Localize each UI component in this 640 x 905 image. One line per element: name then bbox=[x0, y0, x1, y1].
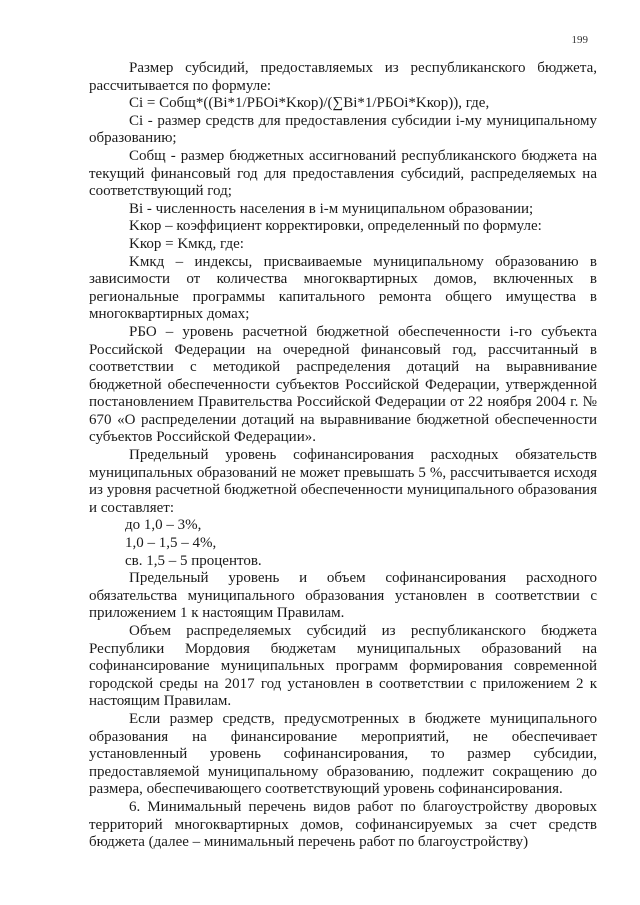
paragraph-cofinancing-limit: Предельный уровень софинансирования расходных обязательств муниципальных образований не может превышать 5 %, рассчитывается исходя из уровня расчетной бюджетной обеспеченности муниципального образования и составляет: bbox=[89, 447, 597, 516]
document-body bbox=[89, 60, 597, 852]
paragraph-kkor-definition: Kкор – коэффициент корректировки, определенный по формуле: bbox=[129, 218, 542, 235]
paragraph-rbo-definition: РБО – уровень расчетной бюджетной обеспеченности i-го субъекта Российской Федерации на очередной финансовый год, рассчитанный в соответствии с методикой распределения дотаций на выравнивание бюджетной обеспеченности субъектов Российской Федерации, утвержденной постановлением Правительства Российской Федерации от 22 ноября 2004 г. № 670 «О распределении дотаций на выравнивание бюджетной обеспеченности субъектов Российской Федерации». bbox=[89, 323, 597, 446]
paragraph-cobsh-definition: Cобщ - размер бюджетных ассигнований республиканского бюджета на текущий финансовый год для предоставления субсидий, распределяемых на соответствующий год; bbox=[89, 147, 597, 200]
paragraph-volume-appendix-2: Объем распределяемых субсидий из республиканского бюджета Республики Мордовия бюджетам муниципальных образований на софинансирование муниципальных программ формирования современной городской среды на 2017 год установлен в соответствии с приложением 2 к настоящим Правилам. bbox=[89, 623, 597, 710]
list-item-level-3: св. 1,5 – 5 процентов. bbox=[125, 552, 262, 569]
paragraph-section-6: 6. Минимальный перечень видов работ по благоустройству дворовых территорий многоквартирных домов, софинансируемых за счет средств бюджета (далее – минимальный перечень работ по благоустройству) bbox=[89, 798, 597, 851]
paragraph-subsidy-intro: Размер субсидий, предоставляемых из республиканского бюджета, рассчитывается по формуле: bbox=[89, 60, 597, 94]
paragraph-ci-definition: Ci - размер средств для предоставления субсидии i-му муниципальному образованию; bbox=[89, 112, 597, 147]
paragraph-bi-definition: Bi - численность населения в i-м муниципальном образовании; bbox=[129, 200, 534, 217]
paragraph-limit-appendix-1: Предельный уровень и объем софинансирования расходного обязательства муниципального образования установлен в соответствии с приложением 1 к настоящим Правилам. bbox=[89, 570, 597, 622]
paragraph-formula: Ci = Cобщ*((Bi*1/PБОi*Kкор)/(∑Bi*1/PБОi*Kкор)), где, bbox=[129, 95, 490, 112]
list-item-level-2: 1,0 – 1,5 – 4%, bbox=[125, 535, 217, 552]
list-item-level-1: до 1,0 – 3%, bbox=[125, 517, 202, 534]
paragraph-kmkd-definition: Kмкд – индексы, присваиваемые муниципальному образованию в зависимости от количества многоквартирных домов, включенных в региональные программы капитального ремонта общего имущества в многоквартирных домах; bbox=[89, 253, 597, 323]
paragraph-reduction-rule: Если размер средств, предусмотренных в бюджете муниципального образования на финансирование мероприятий, не обеспечивает установленный уровень софинансирования, то размер субсидии, предоставляемой муниципальному образованию, подлежит сокращению до размера, обеспечивающего соответствующий уровень софинансирования. bbox=[89, 710, 597, 798]
page-number: 199 bbox=[571, 34, 588, 46]
paragraph-kkor-equals: Kкор = Kмкд, где: bbox=[129, 235, 244, 252]
